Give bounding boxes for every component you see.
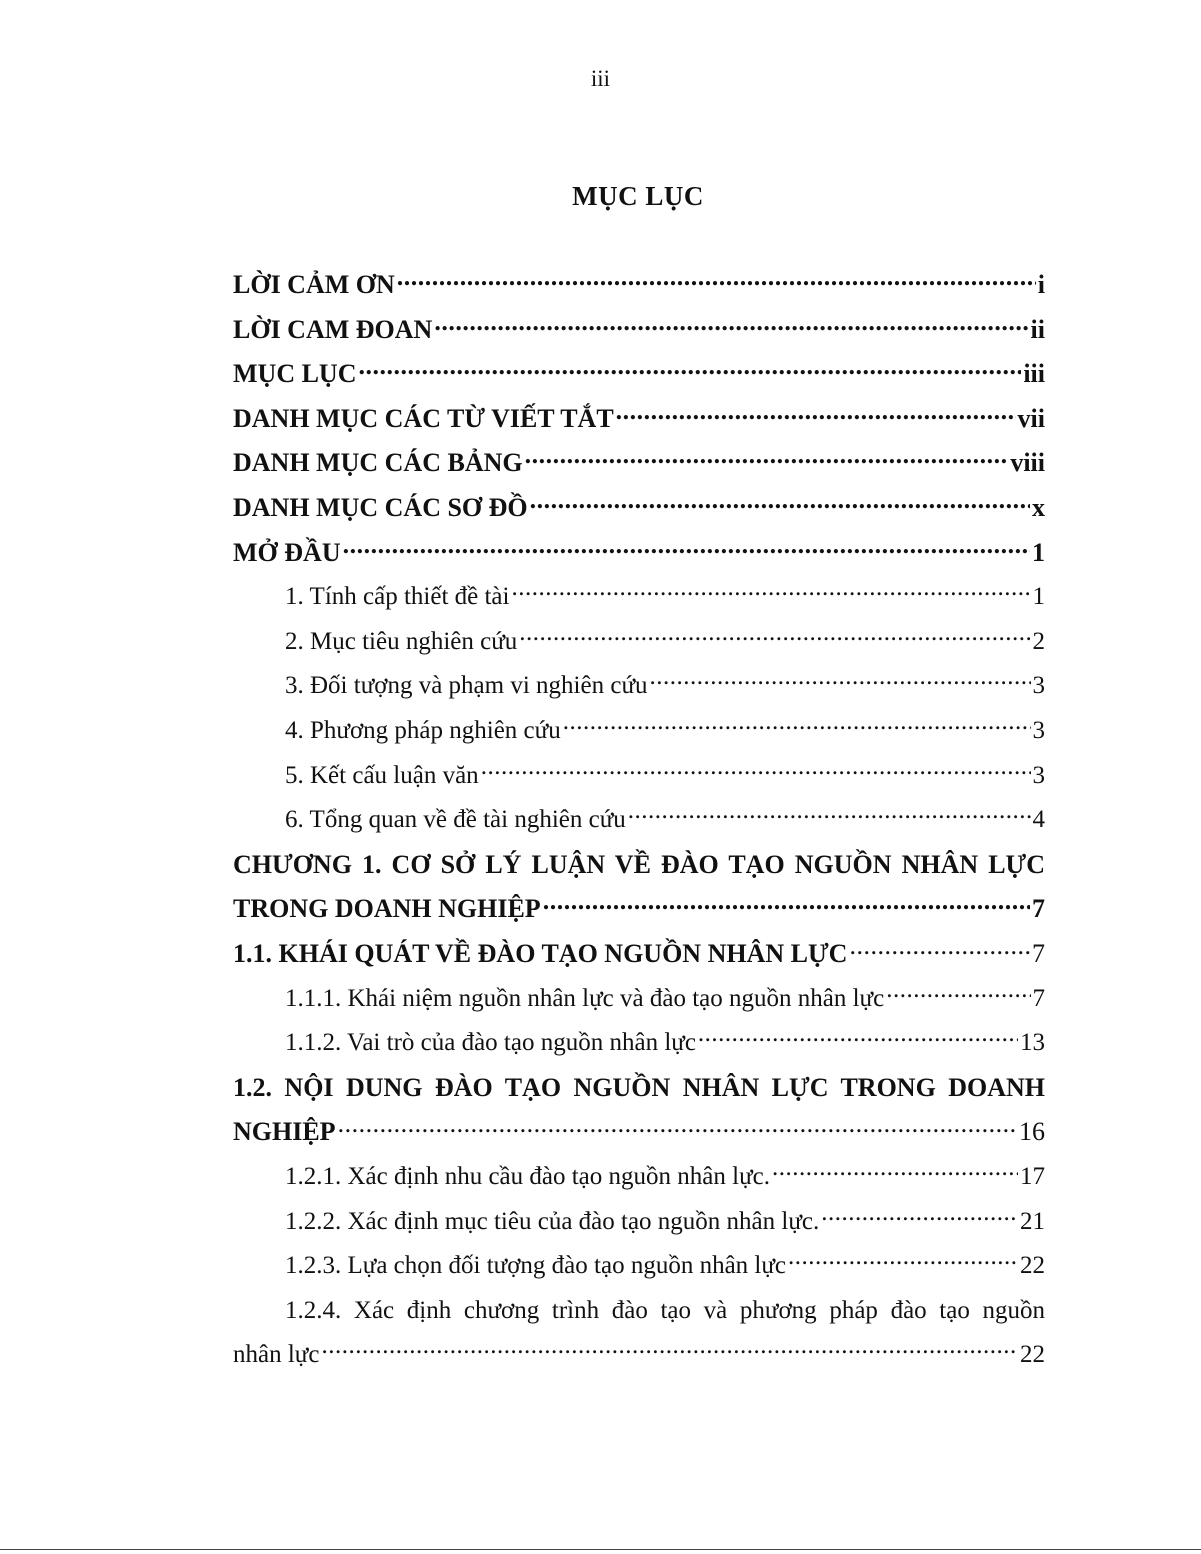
toc-entry[interactable] [233, 1333, 1045, 1377]
toc-entry-label: TRONG DOANH NGHIỆP [233, 894, 541, 924]
toc-entry-label: 3. Đối tượng và phạm vi nghiên cứu [285, 672, 648, 700]
toc-entry[interactable] [233, 308, 1045, 352]
toc-entry[interactable] [233, 1155, 1045, 1199]
dot-leader [359, 356, 1022, 382]
dot-leader [321, 1337, 1018, 1362]
dot-leader [886, 981, 1030, 1006]
toc-entry[interactable] [233, 1021, 1045, 1065]
toc-entry[interactable] [233, 1200, 1045, 1244]
toc-entry-label: nhân lực [233, 1341, 320, 1369]
toc-entry-label: 6. Tổng quan về đề tài nghiên cứu [285, 806, 626, 834]
dot-leader [481, 758, 1031, 783]
toc-entry-label: LỜI CAM ĐOAN [233, 314, 433, 344]
dot-leader [698, 1025, 1018, 1050]
toc-entry-label: 1.1. KHÁI QUÁT VỀ ĐÀO TẠO NGUỒN NHÂN LỰC [233, 939, 848, 968]
page-number: iii [590, 66, 611, 91]
toc-entry[interactable] [233, 352, 1045, 396]
toc-entry-page: i [1037, 270, 1045, 299]
toc-entry[interactable] [233, 620, 1045, 664]
toc-entry-page: 3 [1032, 717, 1045, 744]
toc-entry-page: viii [1010, 448, 1045, 478]
toc-entry-label: 1.2.3. Lựa chọn đối tượng đào tạo nguồn nhân lực [285, 1252, 787, 1280]
toc-entry-label: MỤC LỤC [233, 359, 357, 389]
toc-entry-label: 1.2.2. Xác định mục tiêu của đào tạo nguồn nhân lực. [285, 1207, 820, 1235]
toc-entry[interactable] [233, 932, 1045, 976]
toc-entry-label: 5. Kết cấu luận văn [285, 761, 479, 789]
dot-leader [530, 490, 1030, 516]
dot-leader [434, 312, 1028, 338]
toc-entry-first-line: CHƯƠNG 1. CƠ SỞ LÝ LUẬN VỀ ĐÀO TẠO NGUỒN NHÂN LỰC [233, 849, 1045, 879]
toc-entry-page: 4 [1032, 806, 1045, 834]
toc-entry[interactable] [233, 977, 1045, 1021]
toc-entry-label: 1. Tính cấp thiết đề tài [285, 583, 510, 611]
toc-entry-page: 3 [1032, 761, 1045, 789]
dot-leader [543, 891, 1030, 917]
dot-leader [563, 713, 1031, 738]
toc-entry-label: DANH MỤC CÁC BẢNG [233, 448, 523, 478]
toc-entry[interactable] [233, 397, 1045, 441]
toc-entry[interactable] [233, 887, 1045, 931]
toc-entry-label: 1.2.1. Xác định nhu cầu đào tạo nguồn nhân lực. [285, 1163, 770, 1190]
toc-entry-page: iii [1023, 359, 1045, 389]
toc-entry-label: 1.1.1. Khái niệm nguồn nhân lực và đào tạo nguồn nhân lực [285, 984, 885, 1012]
toc-entry[interactable] [233, 441, 1045, 485]
toc-entry[interactable] [233, 1110, 1045, 1154]
toc-entry-page: 3 [1032, 672, 1045, 700]
dot-leader [650, 668, 1031, 693]
toc-entry-page: 1 [1032, 583, 1045, 611]
dot-leader [519, 624, 1030, 649]
toc-entry[interactable] [233, 486, 1045, 530]
toc-entry-page: 7 [1032, 984, 1045, 1012]
toc-entry-label: LỜI CẢM ƠN [233, 270, 395, 299]
dot-leader [788, 1248, 1018, 1273]
toc-entry-label: 4. Phương pháp nghiên cứu [285, 717, 561, 744]
toc-entry[interactable] [233, 1244, 1045, 1288]
toc-entry-first-line: 1.2. NỘI DUNG ĐÀO TẠO NGUỒN NHÂN LỰC TRONG DOANH [233, 1072, 1045, 1102]
bottom-rule [0, 1549, 1201, 1550]
dot-leader [397, 267, 1036, 293]
dot-leader [338, 1114, 1017, 1140]
dot-leader [343, 535, 1030, 561]
toc-entry-page: 13 [1020, 1029, 1045, 1057]
toc-entry-label: NGHIỆP [233, 1117, 336, 1147]
toc-entry[interactable] [233, 709, 1045, 753]
toc-entry-label: MỞ ĐẦU [233, 537, 341, 567]
dot-leader [511, 579, 1030, 604]
toc-entry-first-line: 1.2.4. Xác định chương trình đào tạo và phương pháp đào tạo nguồn [285, 1296, 1045, 1324]
toc-title: MỤC LỤC [572, 181, 704, 211]
toc-entry-page: 16 [1019, 1117, 1045, 1147]
dot-leader [849, 936, 1030, 962]
toc-entry-page: ii [1030, 314, 1045, 344]
toc-entry-page: 22 [1020, 1341, 1045, 1369]
toc-entry-label: DANH MỤC CÁC TỪ VIẾT TẮT [233, 403, 614, 433]
toc-entry[interactable] [233, 798, 1045, 842]
toc-entry[interactable] [233, 754, 1045, 798]
dot-leader [628, 802, 1031, 827]
toc-entry-label: 2. Mục tiêu nghiên cứu [285, 627, 518, 655]
dot-leader [525, 445, 1009, 471]
toc-entry-page: vii [1017, 403, 1045, 433]
toc-entry-page: 2 [1032, 627, 1045, 655]
toc-entry[interactable] [233, 263, 1045, 307]
toc-entry-page: 7 [1032, 894, 1045, 924]
toc-entry-label: 1.1.2. Vai trò của đào tạo nguồn nhân lực [285, 1029, 696, 1057]
dot-leader [772, 1159, 1018, 1184]
toc-entry[interactable] [233, 664, 1045, 708]
dot-leader [821, 1204, 1018, 1229]
toc-entry-page: 1 [1032, 537, 1045, 567]
dot-leader [616, 401, 1016, 427]
toc-entry-page: 7 [1032, 939, 1045, 968]
toc-entry-page: 17 [1020, 1163, 1045, 1190]
toc-entry[interactable] [233, 531, 1045, 575]
toc-entry-page: 21 [1020, 1207, 1045, 1235]
toc-entry[interactable] [233, 575, 1045, 619]
toc-entry-page: 22 [1020, 1252, 1045, 1280]
toc-entry-label: DANH MỤC CÁC SƠ ĐỒ [233, 493, 528, 522]
toc-entry-page: x [1032, 493, 1045, 522]
